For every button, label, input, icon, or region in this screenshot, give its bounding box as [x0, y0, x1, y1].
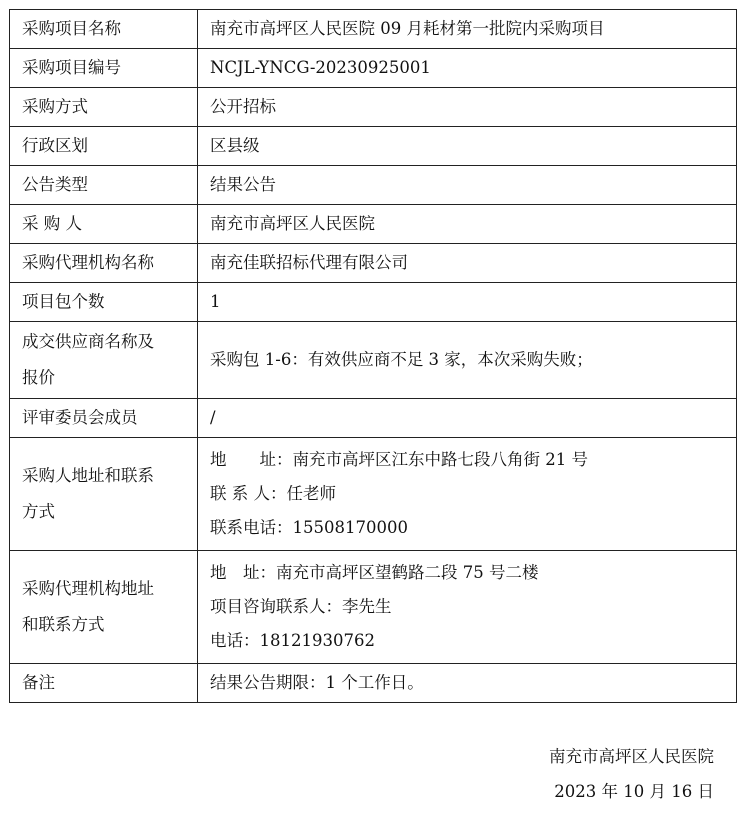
notice-type-value: 结果公告 — [198, 166, 737, 205]
agency-address: 地 址：南充市高坪区望鹤路二段 75 号二楼 — [210, 563, 539, 582]
method-label: 采购方式 — [10, 88, 198, 127]
agency-phone: 电话：18121930762 — [210, 631, 375, 650]
project-code-value: NCJL-YNCG-20230925001 — [198, 49, 737, 88]
purchaser-contact-label-line1: 采购人地址和联系 — [22, 466, 154, 485]
row-purchaser — [10, 205, 737, 244]
committee-label: 评审委员会成员 — [10, 399, 198, 438]
remarks-value: 结果公告期限：1 个工作日。 — [198, 664, 737, 703]
row-committee — [10, 399, 737, 438]
row-project-name — [10, 10, 737, 49]
project-code-label: 采购项目编号 — [10, 49, 198, 88]
signature-organization: 南充市高坪区人民医院 — [549, 747, 714, 766]
signature-date: 2023 年 10 月 16 日 — [554, 782, 714, 801]
supplier-label-line1: 成交供应商名称及 — [22, 332, 154, 351]
committee-value: / — [198, 399, 737, 438]
remarks-label: 备注 — [10, 664, 198, 703]
row-district — [10, 127, 737, 166]
agency-contact-label-line2: 和联系方式 — [22, 615, 105, 634]
district-value: 区县级 — [198, 127, 737, 166]
purchaser-contact-label-line2: 方式 — [22, 502, 55, 521]
package-count-label: 项目包个数 — [10, 283, 198, 322]
procurement-result-table — [9, 9, 737, 703]
row-agency — [10, 244, 737, 283]
purchaser-contact-value — [198, 438, 737, 551]
purchaser-value: 南充市高坪区人民医院 — [198, 205, 737, 244]
supplier-label-line2: 报价 — [22, 368, 55, 387]
row-project-code — [10, 49, 737, 88]
agency-contact-value — [198, 551, 737, 664]
purchaser-label: 采 购 人 — [10, 205, 198, 244]
agency-contact-person: 项目咨询联系人：李先生 — [210, 597, 392, 616]
agency-label: 采购代理机构名称 — [10, 244, 198, 283]
purchaser-phone: 联系电话：15508170000 — [210, 518, 408, 537]
row-supplier — [10, 322, 737, 399]
agency-contact-label — [10, 551, 198, 664]
row-remarks — [10, 664, 737, 703]
row-notice-type — [10, 166, 737, 205]
supplier-label — [10, 322, 198, 399]
row-method — [10, 88, 737, 127]
row-package-count — [10, 283, 737, 322]
district-label: 行政区划 — [10, 127, 198, 166]
row-purchaser-contact — [10, 438, 737, 551]
method-value: 公开招标 — [198, 88, 737, 127]
agency-contact-label-line1: 采购代理机构地址 — [22, 579, 154, 598]
project-name-label: 采购项目名称 — [10, 10, 198, 49]
agency-value: 南充佳联招标代理有限公司 — [198, 244, 737, 283]
row-agency-contact — [10, 551, 737, 664]
project-name-value: 南充市高坪区人民医院 09 月耗材第一批院内采购项目 — [198, 10, 737, 49]
supplier-value: 采购包 1-6：有效供应商不足 3 家，本次采购失败； — [198, 322, 737, 399]
purchaser-address: 地 址：南充市高坪区江东中路七段八角街 21 号 — [210, 450, 588, 469]
purchaser-contact-person: 联 系 人：任老师 — [210, 484, 336, 503]
notice-type-label: 公告类型 — [10, 166, 198, 205]
purchaser-contact-label — [10, 438, 198, 551]
package-count-value: 1 — [198, 283, 737, 322]
